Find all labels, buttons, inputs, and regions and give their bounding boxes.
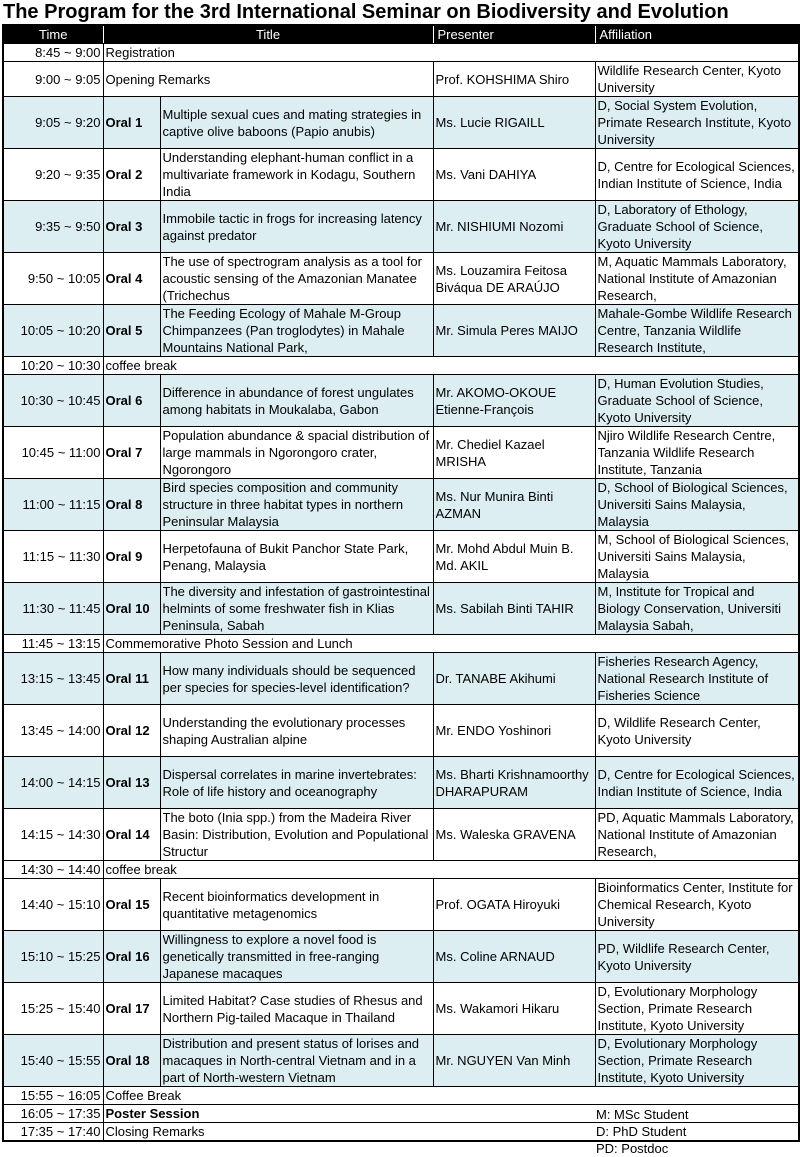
time-cell — [3, 427, 103, 479]
talk-title — [160, 583, 433, 635]
schedule-row — [3, 97, 799, 149]
time-cell — [3, 1087, 103, 1105]
session-code — [103, 931, 160, 983]
time-cell — [3, 653, 103, 705]
session-code-text: Oral 1 — [105, 115, 143, 130]
affiliation-cell-text: M, School of Biological Sciences, Universiti Sains Malaysia, Malaysia — [597, 532, 789, 581]
presenter-cell — [433, 653, 595, 705]
time-cell — [3, 861, 103, 879]
time-cell — [3, 62, 103, 97]
session-code-text: Oral 14 — [105, 827, 150, 842]
talk-title — [160, 427, 433, 479]
presenter-cell-text: Ms. Louzamira Feitosa Biváqua DE ARAÚJO — [435, 262, 568, 295]
presenter-cell — [433, 149, 595, 201]
time-cell — [3, 583, 103, 635]
presenter-cell-text: Ms. Vani DAHIYA — [435, 167, 537, 182]
presenter-cell-text: Ms. Lucie RIGAILL — [435, 115, 545, 130]
presenter-cell-text: Ms. Nur Munira Binti AZMAN — [435, 488, 554, 521]
talk-title-text: Bird species composition and community structure in three habitat types in northern Peninsular Malaysia — [162, 480, 404, 529]
affiliation-cell — [595, 427, 799, 479]
affiliation-cell — [595, 253, 799, 305]
affiliation-cell — [595, 305, 799, 357]
session-code-text: Oral 3 — [105, 219, 143, 234]
time-cell-text: 14:15 ~ 14:30 — [20, 827, 101, 842]
talk-title — [160, 97, 433, 149]
schedule-row — [3, 653, 799, 705]
schedule-row — [3, 62, 799, 97]
affiliation-cell-text: PD, Aquatic Mammals Laboratory, National Institute of Amazonian Research, — [597, 810, 794, 859]
talk-title — [160, 879, 433, 931]
presenter-cell — [433, 809, 595, 861]
talk-title-text: Limited Habitat? Case studies of Rhesus and Northern Pig-tailed Macaque in Thailand — [162, 992, 423, 1025]
time-cell — [3, 635, 103, 653]
time-cell — [3, 479, 103, 531]
legend-item: PD: Postdoc — [596, 1141, 669, 1156]
session-code-text: Oral 12 — [105, 723, 150, 738]
event-title-text: coffee break — [105, 358, 177, 373]
presenter-cell-text: Ms. Sabilah Binti TAHIR — [435, 601, 574, 616]
time-cell — [3, 983, 103, 1035]
affiliation-cell-text: M, Institute for Tropical and Biology Conservation, Universiti Malaysia Sabah, — [597, 584, 782, 633]
session-code — [103, 809, 160, 861]
talk-title — [160, 809, 433, 861]
time-cell — [3, 931, 103, 983]
time-cell-text: 9:35 ~ 9:50 — [35, 219, 101, 234]
schedule-row — [3, 357, 799, 375]
talk-title-text: Willingness to explore a novel food is genetically transmitted in free-ranging Japanese macaques — [162, 932, 380, 981]
presenter-cell-text: Prof. OGATA Hiroyuki — [435, 897, 561, 912]
talk-title — [160, 375, 433, 427]
legend — [596, 1106, 688, 1157]
header-title: Title — [103, 25, 433, 44]
time-cell-text: 14:30 ~ 14:40 — [20, 862, 101, 877]
time-cell — [3, 1123, 103, 1142]
time-cell-text: 10:05 ~ 10:20 — [20, 323, 101, 338]
affiliation-cell — [595, 97, 799, 149]
talk-title — [160, 149, 433, 201]
talk-title — [160, 705, 433, 757]
affiliation-cell — [595, 879, 799, 931]
time-cell-text: 15:10 ~ 15:25 — [20, 949, 101, 964]
presenter-cell-text: Mr. AKOMO-OKOUE Etienne-François — [435, 384, 557, 417]
time-cell — [3, 1105, 103, 1123]
affiliation-cell — [595, 531, 799, 583]
time-cell — [3, 705, 103, 757]
session-code — [103, 149, 160, 201]
schedule-row — [3, 931, 799, 983]
talk-title — [160, 983, 433, 1035]
affiliation-cell — [595, 983, 799, 1035]
affiliation-cell-text: D, Human Evolution Studies, Graduate School of Science, Kyoto University — [597, 376, 764, 425]
talk-title-text: Multiple sexual cues and mating strategies in captive olive baboons (Papio anubis) — [162, 106, 422, 139]
time-cell-text: 8:45 ~ 9:00 — [35, 45, 101, 60]
talk-title-text: Herpetofauna of Bukit Panchor State Park, Penang, Malaysia — [162, 540, 409, 573]
schedule-row — [3, 879, 799, 931]
schedule-row — [3, 531, 799, 583]
session-code — [103, 201, 160, 253]
session-code — [103, 757, 160, 809]
schedule-row — [3, 861, 799, 879]
talk-title — [160, 931, 433, 983]
time-cell-text: 11:30 ~ 11:45 — [22, 601, 101, 616]
time-cell-text: 11:15 ~ 11:30 — [22, 549, 101, 564]
session-code — [103, 583, 160, 635]
session-code — [103, 375, 160, 427]
presenter-cell-text: Mr. ENDO Yoshinori — [435, 723, 552, 738]
presenter-cell-text: Ms. Waleska GRAVENA — [435, 827, 576, 842]
presenter-cell-text: Mr. Chediel Kazael MRISHA — [435, 436, 545, 469]
time-cell — [3, 149, 103, 201]
presenter-cell — [433, 305, 595, 357]
session-code-text: Oral 15 — [105, 897, 150, 912]
session-code — [103, 305, 160, 357]
time-cell — [3, 253, 103, 305]
session-code — [103, 427, 160, 479]
affiliation-cell-text: Mahale-Gombe Wildlife Research Centre, Tanzania Wildlife Research Institute, — [597, 306, 792, 355]
time-cell-text: 15:40 ~ 15:55 — [20, 1053, 101, 1068]
session-code-text: Oral 13 — [105, 775, 150, 790]
event-title-text: Commemorative Photo Session and Lunch — [105, 636, 353, 651]
presenter-cell — [433, 583, 595, 635]
legend-item: M: MSc Student — [596, 1107, 689, 1122]
session-code — [103, 705, 160, 757]
schedule-row — [3, 479, 799, 531]
presenter-cell — [433, 931, 595, 983]
talk-title-text: The Feeding Ecology of Mahale M-Group Chimpanzees (Pan troglodytes) in Mahale Mountains National Park, — [162, 306, 405, 355]
header-row — [3, 25, 799, 44]
talk-title-text: Distribution and present status of lorises and macaques in North-central Vietnam and in a part of North-western Vietnam — [162, 1036, 420, 1085]
event-title — [103, 1105, 799, 1123]
affiliation-cell — [595, 375, 799, 427]
affiliation-cell — [595, 809, 799, 861]
time-cell — [3, 357, 103, 375]
talk-title — [160, 253, 433, 305]
affiliation-cell-text: PD, Wildlife Research Center, Kyoto University — [597, 940, 770, 973]
time-cell-text: 13:15 ~ 13:45 — [20, 671, 101, 686]
time-cell-text: 10:45 ~ 11:00 — [21, 445, 101, 460]
session-code — [103, 531, 160, 583]
session-code — [103, 983, 160, 1035]
session-code — [103, 653, 160, 705]
time-cell — [3, 1035, 103, 1087]
presenter-cell-text: Ms. Coline ARNAUD — [435, 949, 555, 964]
schedule-row — [3, 375, 799, 427]
schedule-row — [3, 305, 799, 357]
talk-title — [160, 479, 433, 531]
schedule-row — [3, 253, 799, 305]
time-cell — [3, 305, 103, 357]
affiliation-cell — [595, 653, 799, 705]
talk-title — [160, 201, 433, 253]
affiliation-cell — [595, 149, 799, 201]
schedule-row — [3, 149, 799, 201]
session-code — [103, 1035, 160, 1087]
talk-title-text: Difference in abundance of forest ungulates among habitats in Moukalaba, Gabon — [162, 384, 414, 417]
affiliation-cell-text: D, Wildlife Research Center, Kyoto University — [597, 714, 761, 747]
event-title-text: Registration — [105, 45, 175, 60]
talk-title — [160, 653, 433, 705]
presenter-cell — [433, 1035, 595, 1087]
affiliation-cell-text: D, School of Biological Sciences, Universiti Sains Malaysia, Malaysia — [597, 480, 788, 529]
session-code-text: Oral 10 — [105, 601, 150, 616]
session-code-text: Oral 17 — [105, 1001, 150, 1016]
session-code — [103, 253, 160, 305]
schedule-row — [3, 201, 799, 253]
presenter-cell — [433, 983, 595, 1035]
event-title — [103, 357, 799, 375]
time-cell-text: 9:50 ~ 10:05 — [27, 271, 101, 286]
talk-title — [160, 757, 433, 809]
presenter-cell-text: Mr. Mohd Abdul Muin B. Md. AKIL — [435, 540, 574, 573]
affiliation-cell — [595, 705, 799, 757]
presenter-cell — [433, 253, 595, 305]
session-code — [103, 479, 160, 531]
event-title — [103, 861, 799, 879]
session-code-text: Oral 18 — [105, 1053, 150, 1068]
time-cell-text: 10:30 ~ 10:45 — [20, 393, 101, 408]
session-code-text: Oral 16 — [105, 949, 150, 964]
presenter-cell — [433, 201, 595, 253]
session-code-text: Oral 5 — [105, 323, 143, 338]
time-cell — [3, 531, 103, 583]
session-code-text: Oral 8 — [105, 497, 143, 512]
affiliation-cell-text: Njiro Wildlife Research Centre, Tanzania Wildlife Research Institute, Tanzania — [597, 428, 776, 477]
talk-title — [160, 1035, 433, 1087]
time-cell-text: 11:45 ~ 13:15 — [21, 636, 101, 651]
talk-title-text: Understanding elephant-human conflict in a multivariate framework in Kodagu, Southern India — [162, 150, 416, 199]
affiliation-cell — [595, 479, 799, 531]
time-cell-text: 14:40 ~ 15:10 — [20, 897, 101, 912]
presenter-cell — [433, 757, 595, 809]
affiliation-cell — [595, 757, 799, 809]
presenter-cell-text: Ms. Wakamori Hikaru — [435, 1001, 560, 1016]
affiliation-cell — [595, 201, 799, 253]
presenter-cell-text: Prof. KOHSHIMA Shiro — [435, 71, 570, 87]
time-cell — [3, 97, 103, 149]
time-cell-text: 9:05 ~ 9:20 — [35, 115, 101, 130]
talk-title-text: Population abundance & spacial distribution of large mammals in Ngorongoro crater, Ngorongoro — [162, 428, 430, 477]
event-title — [103, 1087, 799, 1105]
time-cell — [3, 44, 103, 62]
affiliation-cell-text: D, Evolutionary Morphology Section, Primate Research Institute, Kyoto University — [597, 984, 758, 1033]
presenter-cell-text: Mr. NGUYEN Van Minh — [435, 1053, 571, 1068]
time-cell-text: 11:00 ~ 11:15 — [22, 497, 101, 512]
affiliation-cell-text: D, Laboratory of Ethology, Graduate School of Science, Kyoto University — [597, 202, 764, 251]
time-cell-text: 16:05 ~ 17:35 — [20, 1106, 101, 1121]
schedule-row — [3, 983, 799, 1035]
talk-title-text: Dispersal correlates in marine invertebrates: Role of life history and oceanography — [162, 766, 417, 799]
event-title — [103, 44, 799, 62]
event-title-text: Closing Remarks — [105, 1124, 205, 1139]
affiliation-cell-text: D, Centre for Ecological Sciences, Indian Institute of Science, India — [597, 766, 795, 799]
presenter-cell — [433, 479, 595, 531]
event-title-text: Poster Session — [105, 1106, 200, 1121]
event-title — [103, 635, 799, 653]
time-cell-text: 13:45 ~ 14:00 — [20, 723, 101, 738]
affiliation-cell-text: D, Centre for Ecological Sciences, Indian Institute of Science, India — [597, 158, 795, 191]
program-table — [2, 24, 800, 1142]
time-cell — [3, 809, 103, 861]
header-time: Time — [3, 25, 103, 44]
affiliation-cell-text: M, Aquatic Mammals Laboratory, National Institute of Amazonian Research, — [597, 254, 787, 303]
time-cell-text: 9:00 ~ 9:05 — [35, 71, 101, 87]
legend-item: D: PhD Student — [596, 1124, 687, 1139]
schedule-row — [3, 427, 799, 479]
schedule-row — [3, 1035, 799, 1087]
event-title-text: coffee break — [105, 862, 177, 877]
talk-title-text: The diversity and infestation of gastrointestinal helmints of some freshwater fish in Klias Peninsula, Sabah — [162, 584, 430, 633]
event-title — [103, 1123, 799, 1142]
time-cell — [3, 879, 103, 931]
schedule-row — [3, 809, 799, 861]
affiliation-cell — [595, 583, 799, 635]
affiliation-cell — [595, 1035, 799, 1087]
talk-title-text: How many individuals should be sequenced per species for species-level identification? — [162, 662, 416, 695]
time-cell-text: 15:55 ~ 16:05 — [20, 1088, 101, 1103]
event-title — [103, 62, 433, 97]
event-title-text: Opening Remarks — [105, 71, 211, 87]
event-title-text: Coffee Break — [105, 1088, 182, 1103]
affiliation-cell-text: D, Evolutionary Morphology Section, Primate Research Institute, Kyoto University — [597, 1036, 758, 1085]
talk-title-text: The boto (Inia spp.) from the Madeira River Basin: Distribution, Evolution and Populational Structur — [162, 810, 429, 859]
presenter-cell-text: Mr. Simula Peres MAIJO — [435, 323, 578, 338]
schedule-row — [3, 583, 799, 635]
time-cell — [3, 375, 103, 427]
presenter-cell — [433, 62, 595, 97]
time-cell-text: 17:35 ~ 17:40 — [20, 1124, 101, 1139]
schedule-row — [3, 705, 799, 757]
presenter-cell-text: Dr. TANABE Akihumi — [435, 671, 556, 686]
time-cell — [3, 201, 103, 253]
header-presenter: Presenter — [433, 25, 595, 44]
session-code — [103, 879, 160, 931]
talk-title-text: Recent bioinformatics development in quantitative metagenomics — [162, 888, 380, 921]
schedule-row — [3, 1087, 799, 1105]
session-code-text: Oral 2 — [105, 167, 143, 182]
schedule-row — [3, 757, 799, 809]
talk-title-text: The use of spectrogram analysis as a tool for acoustic sensing of the Amazonian Manatee (Trichechus — [162, 254, 422, 303]
talk-title-text: Understanding the evolutionary processes shaping Australian alpine — [162, 714, 406, 747]
page-title: The Program for the 3rd International Seminar on Biodiversity and Evolution — [3, 1, 729, 23]
affiliation-cell — [595, 931, 799, 983]
schedule-row — [3, 635, 799, 653]
time-cell-text: 14:00 ~ 14:15 — [20, 775, 101, 790]
time-cell-text: 9:20 ~ 9:35 — [35, 167, 101, 182]
presenter-cell — [433, 375, 595, 427]
affiliation-cell-text: Fisheries Research Agency, National Research Institute of Fisheries Science — [597, 654, 769, 703]
affiliation-cell-text: D, Social System Evolution, Primate Research Institute, Kyoto University — [597, 98, 792, 147]
talk-title-text: Immobile tactic in frogs for increasing latency against predator — [162, 210, 422, 243]
session-code-text: Oral 7 — [105, 445, 143, 460]
presenter-cell — [433, 879, 595, 931]
presenter-cell — [433, 531, 595, 583]
presenter-cell — [433, 427, 595, 479]
session-code-text: Oral 6 — [105, 393, 143, 408]
session-code — [103, 97, 160, 149]
session-code-text: Oral 4 — [105, 271, 143, 286]
talk-title — [160, 531, 433, 583]
presenter-cell — [433, 705, 595, 757]
affiliation-cell-text: Wildlife Research Center, Kyoto University — [597, 63, 782, 95]
affiliation-cell-text: Bioinformatics Center, Institute for Chemical Research, Kyoto University — [597, 880, 793, 929]
header-affiliation: Affiliation — [595, 25, 799, 44]
talk-title — [160, 305, 433, 357]
time-cell-text: 10:20 ~ 10:30 — [20, 358, 101, 373]
affiliation-cell — [595, 62, 799, 97]
session-code-text: Oral 9 — [105, 549, 143, 564]
presenter-cell-text: Ms. Bharti Krishnamoorthy DHARAPURAM — [435, 766, 589, 799]
presenter-cell-text: Mr. NISHIUMI Nozomi — [435, 219, 564, 234]
schedule-row — [3, 44, 799, 62]
session-code-text: Oral 11 — [105, 671, 149, 686]
time-cell-text: 15:25 ~ 15:40 — [20, 1001, 101, 1016]
time-cell — [3, 757, 103, 809]
presenter-cell — [433, 97, 595, 149]
